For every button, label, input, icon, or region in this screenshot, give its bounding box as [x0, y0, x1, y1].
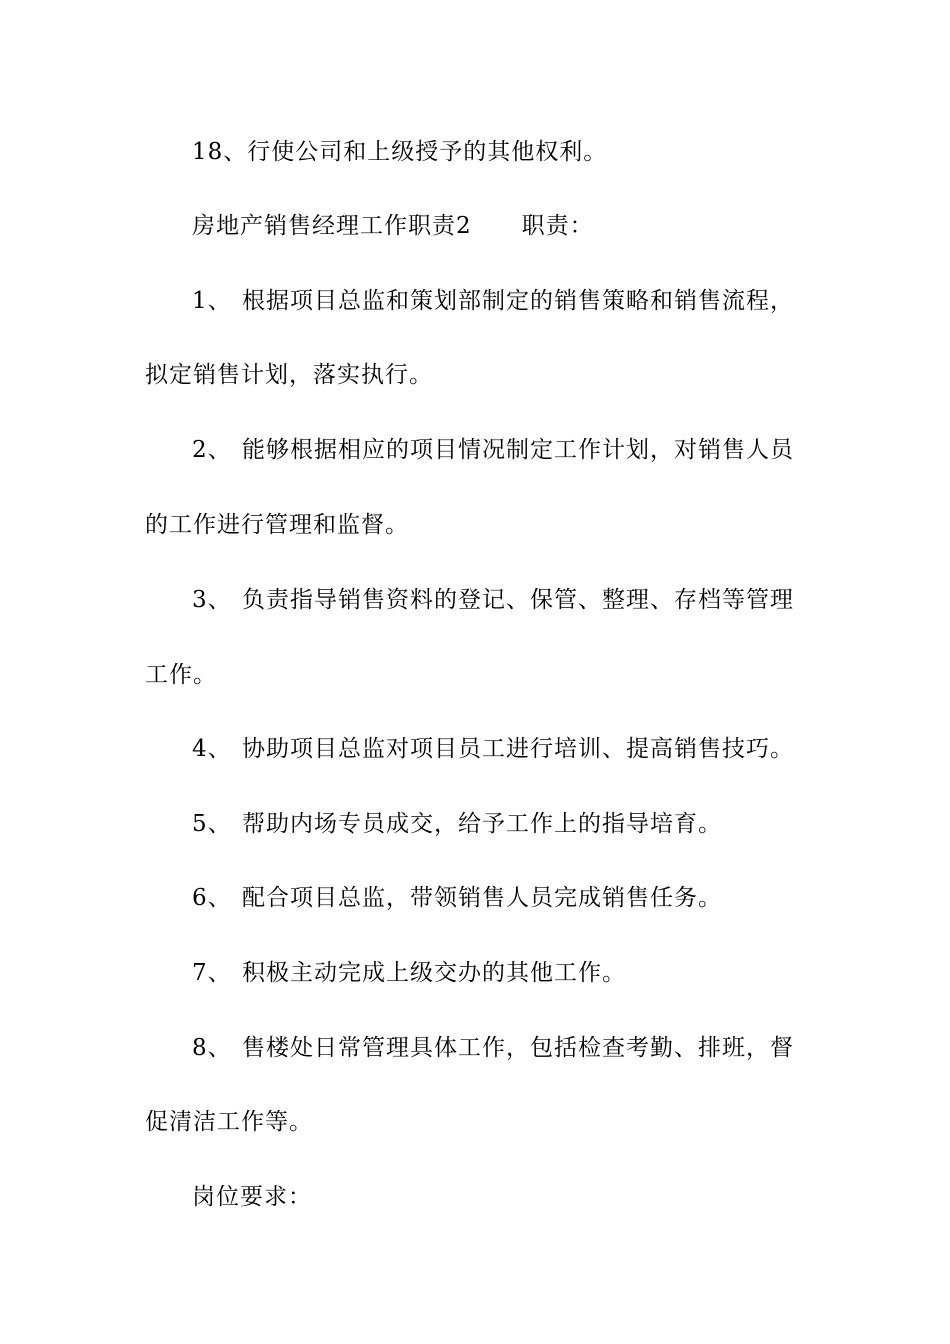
item-text: 配合项目总监，带领销售人员完成销售任务。	[242, 885, 722, 911]
item-text: 积极主动完成上级交办的其他工作。	[242, 960, 626, 986]
list-item-2	[192, 435, 794, 465]
item-number: 2、	[192, 437, 232, 463]
item-text: 能够根据相应的项目情况制定工作计划，对销售人员	[242, 437, 794, 463]
list-item-8-continuation: 促清洁工作等。	[145, 1109, 313, 1135]
item-text: 协助项目总监对项目员工进行培训、提高销售技巧。	[242, 736, 794, 762]
item-number: 6、	[192, 885, 232, 911]
list-item-4	[192, 734, 794, 764]
item-number: 7、	[192, 960, 232, 986]
item-number: 3、	[192, 587, 232, 613]
item-number: 4、	[192, 736, 232, 762]
section-label: 职责：	[521, 213, 594, 239]
list-item-1	[192, 286, 794, 316]
requirements-heading: 岗位要求：	[192, 1184, 312, 1210]
item-number: 5、	[192, 811, 232, 837]
list-item-2-continuation: 的工作进行管理和监督。	[145, 512, 409, 538]
list-item-7	[192, 958, 626, 988]
paragraph-item-18: 18、行使公司和上级授予的其他权利。	[192, 139, 608, 165]
list-item-3	[192, 585, 794, 615]
item-number: 8、	[192, 1035, 232, 1061]
section-title: 房地产销售经理工作职责2	[192, 213, 472, 239]
item-number: 1、	[192, 288, 232, 314]
list-item-8	[192, 1033, 794, 1063]
item-text: 售楼处日常管理具体工作，包括检查考勤、排班，督	[242, 1035, 794, 1061]
item-text: 帮助内场专员成交，给予工作上的指导培育。	[242, 811, 722, 837]
section-heading	[192, 211, 594, 241]
list-item-3-continuation: 工作。	[145, 662, 217, 688]
list-item-1-continuation: 拟定销售计划，落实执行。	[145, 362, 433, 388]
item-text: 根据项目总监和策划部制定的销售策略和销售流程，	[242, 288, 794, 314]
list-item-6	[192, 883, 722, 913]
item-text: 负责指导销售资料的登记、保管、整理、存档等管理	[242, 587, 794, 613]
list-item-5	[192, 809, 722, 839]
